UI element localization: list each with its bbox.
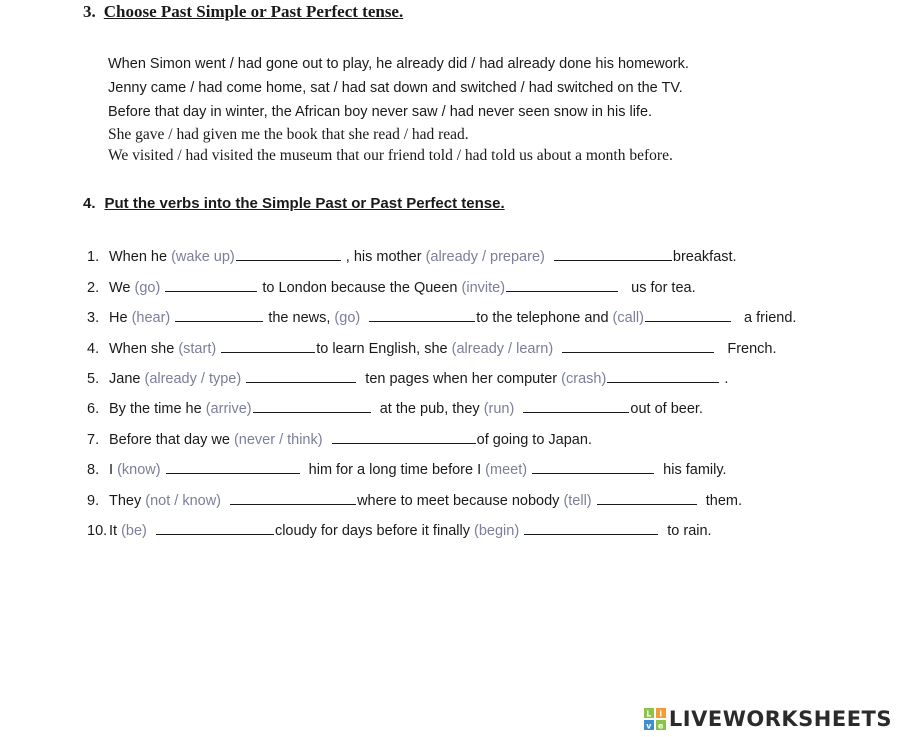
answer-blank[interactable]	[246, 368, 356, 383]
item-number: 9.	[87, 493, 100, 509]
item-number: 1.	[87, 249, 100, 265]
item-text: where to meet because nobody	[357, 493, 564, 509]
item-text: .	[720, 371, 729, 387]
item-text	[519, 523, 523, 539]
answer-blank[interactable]	[165, 277, 257, 292]
verb-hint: (go)	[134, 280, 161, 296]
item-number: 7.	[87, 432, 100, 448]
item-text: of going to Japan.	[476, 432, 592, 448]
item-text: to rain.	[659, 523, 712, 539]
item-text: a friend.	[731, 310, 797, 326]
item-text: , his mother	[341, 249, 426, 265]
answer-blank[interactable]	[332, 429, 476, 444]
liveworksheets-logo	[644, 707, 892, 731]
answer-blank[interactable]	[554, 246, 672, 261]
verb-hint: (hear)	[131, 310, 171, 326]
verb-hint: (tell)	[563, 493, 592, 509]
item-text: Jane	[109, 371, 145, 387]
item-text: to learn English, she	[316, 341, 452, 357]
item-text	[553, 341, 561, 357]
item-text: It	[109, 523, 122, 539]
item-text	[241, 371, 245, 387]
sentence-line: Before that day in winter, the African boy never saw / had never seen snow in his life.	[108, 104, 653, 120]
answer-blank[interactable]	[236, 246, 341, 261]
logo-text: LIVEWORKSHEETS	[668, 707, 892, 731]
answer-blank[interactable]	[221, 338, 315, 353]
section-3-heading	[83, 2, 403, 22]
item-text	[221, 493, 229, 509]
item-text: ten pages when her computer	[357, 371, 562, 387]
verb-hint: (begin)	[474, 523, 520, 539]
verb-hint: (be)	[121, 523, 147, 539]
section-4-title: Put the verbs into the Simple Past or Past Perfect tense.	[104, 195, 505, 212]
exercise-item-10	[87, 520, 712, 542]
item-text: at the pub, they	[371, 401, 484, 417]
item-text: breakfast.	[672, 249, 737, 265]
answer-blank[interactable]	[607, 368, 719, 383]
item-number: 10.	[87, 523, 108, 539]
verb-hint: (call)	[612, 310, 644, 326]
exercise-item-8	[87, 459, 727, 481]
item-text: out of beer.	[630, 401, 703, 417]
sentence-line: When Simon went / had gone out to play, he already did / had already done his homework.	[108, 56, 689, 72]
answer-blank[interactable]	[506, 277, 618, 292]
verb-hint: (crash)	[561, 371, 607, 387]
exercise-item-7	[87, 429, 592, 451]
item-text: to the telephone and	[476, 310, 613, 326]
item-text: us for tea.	[619, 280, 696, 296]
exercise-item-4	[87, 338, 777, 360]
verb-hint: (arrive)	[205, 401, 252, 417]
section-4-heading	[83, 195, 505, 212]
exercise-item-5	[87, 368, 728, 390]
item-text: Before that day we	[109, 432, 234, 448]
exercise-item-3	[87, 307, 796, 329]
item-text: We	[109, 280, 135, 296]
sentence-line: We visited / had visited the museum that our friend told / had told us about a month before.	[108, 147, 673, 164]
verb-hint: (already / learn)	[451, 341, 554, 357]
section-3-sentences	[108, 52, 689, 166]
item-text: them.	[697, 493, 742, 509]
verb-hint: (already / type)	[144, 371, 242, 387]
verb-hint: (already / prepare)	[425, 249, 545, 265]
svg-text:L: L	[646, 709, 652, 719]
item-text	[592, 493, 596, 509]
verb-hint: (start)	[178, 341, 217, 357]
item-text	[160, 280, 164, 296]
exercise-item-2	[87, 277, 696, 299]
verb-hint: (meet)	[485, 462, 528, 478]
verb-hint: (not / know)	[145, 493, 222, 509]
item-text: French.	[715, 341, 777, 357]
item-number: 5.	[87, 371, 100, 387]
verb-hint: (run)	[483, 401, 515, 417]
item-text	[323, 432, 331, 448]
item-text: By the time he	[109, 401, 206, 417]
verb-hint: (never / think)	[233, 432, 323, 448]
item-text	[216, 341, 220, 357]
answer-blank[interactable]	[175, 307, 263, 322]
item-text: the news,	[264, 310, 335, 326]
item-text: cloudy for days before it finally	[274, 523, 475, 539]
item-text: his family.	[655, 462, 727, 478]
item-number: 8.	[87, 462, 100, 478]
verb-hint: (go)	[334, 310, 361, 326]
answer-blank[interactable]	[230, 490, 356, 505]
answer-blank[interactable]	[369, 307, 475, 322]
item-text	[514, 401, 522, 417]
sentence-line: She gave / had given me the book that she read / had read.	[108, 126, 469, 143]
item-text	[161, 462, 165, 478]
verb-hint: (know)	[117, 462, 161, 478]
item-number: 2.	[87, 280, 100, 296]
answer-blank[interactable]	[562, 338, 714, 353]
answer-blank[interactable]	[597, 490, 697, 505]
item-text	[527, 462, 531, 478]
item-text: him for a long time before I	[300, 462, 486, 478]
verb-hint: (invite)	[461, 280, 506, 296]
section-3-title: Choose Past Simple or Past Perfect tense.	[103, 2, 404, 21]
item-text: They	[109, 493, 146, 509]
answer-blank[interactable]	[166, 459, 300, 474]
item-number: 4.	[87, 341, 100, 357]
answer-blank[interactable]	[532, 459, 654, 474]
svg-text:i: i	[659, 709, 663, 719]
verb-hint: (wake up)	[171, 249, 235, 265]
exercise-item-6	[87, 398, 703, 420]
svg-text:v: v	[646, 721, 652, 730]
answer-blank[interactable]	[645, 307, 731, 322]
item-text	[147, 523, 155, 539]
section-3-number: 3.	[83, 2, 96, 21]
item-text: When he	[109, 249, 172, 265]
item-text: When she	[109, 341, 179, 357]
item-number: 3.	[87, 310, 100, 326]
answer-blank[interactable]	[523, 398, 629, 413]
item-text: He	[109, 310, 132, 326]
exercise-item-9	[87, 490, 742, 512]
liveworksheets-logo-icon	[644, 708, 666, 730]
item-text: I	[109, 462, 118, 478]
answer-blank[interactable]	[156, 520, 274, 535]
exercise-item-1	[87, 246, 737, 268]
answer-blank[interactable]	[524, 520, 658, 535]
svg-text:e: e	[657, 721, 664, 730]
section-4-number: 4.	[83, 195, 96, 212]
item-text	[170, 310, 174, 326]
item-text	[545, 249, 553, 265]
answer-blank[interactable]	[253, 398, 371, 413]
item-text: to London because the Queen	[258, 280, 462, 296]
item-number: 6.	[87, 401, 100, 417]
sentence-line: Jenny came / had come home, sat / had sat down and switched / had switched on the TV.	[108, 80, 683, 96]
item-text	[360, 310, 368, 326]
